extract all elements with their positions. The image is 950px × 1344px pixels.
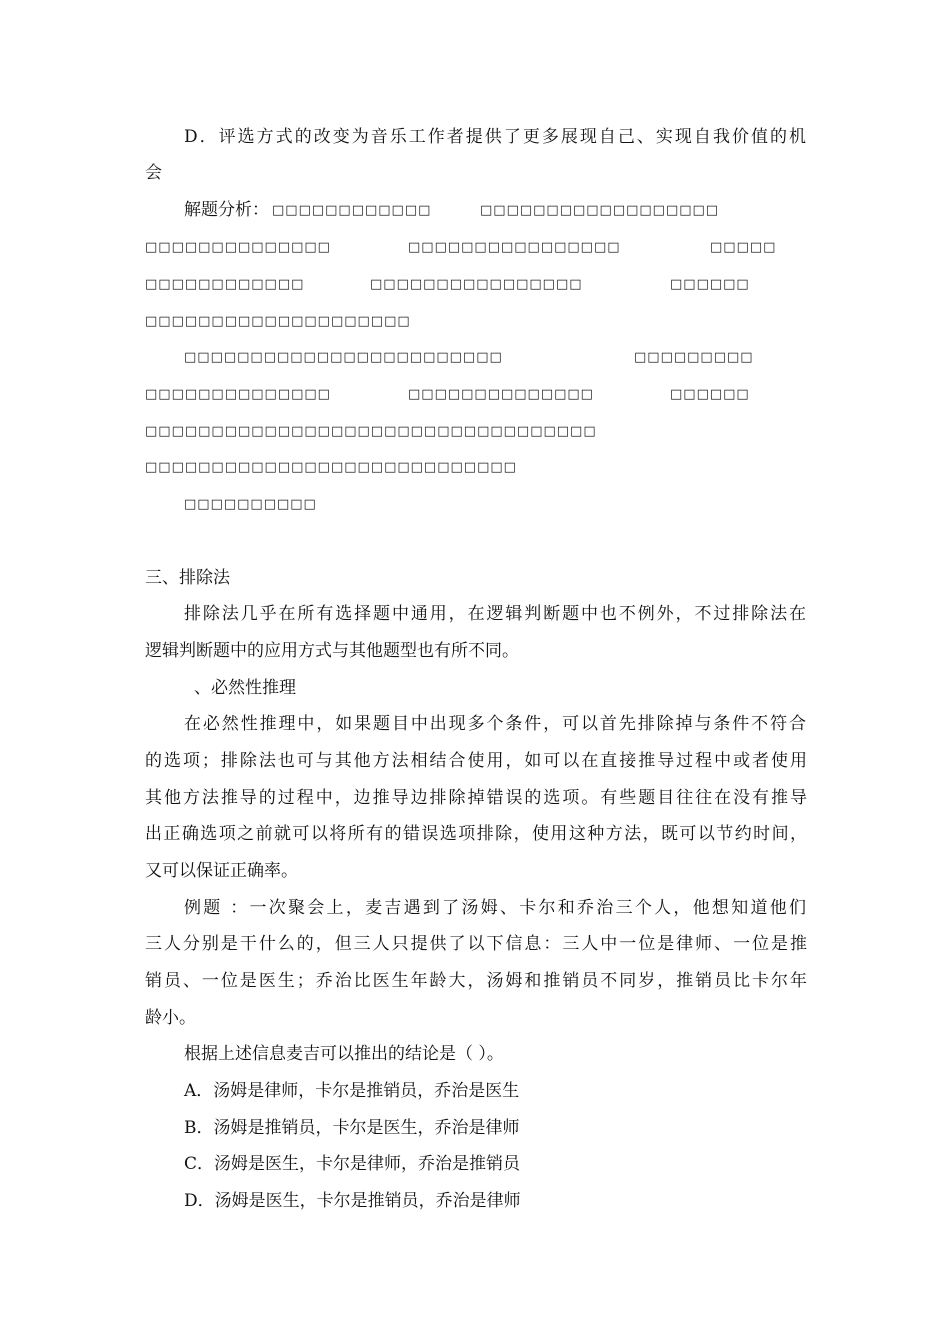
analysis-text: □□□□□□□□□□□□□□□□ bbox=[408, 240, 621, 255]
analysis-text: □□□□□□□□□□□□□□□□□□ bbox=[480, 203, 720, 218]
example-line: 例题 ：一次聚会上，麦吉遇到了汤姆、卡尔和乔治三个人，他想知道他们 bbox=[184, 898, 806, 918]
example-line: 三人分别是干什么的，但三人只提供了以下信息：三人中一位是律师、一位是推 bbox=[145, 934, 807, 954]
example-line: 龄小。 bbox=[145, 1008, 196, 1028]
analysis-text: □□□□□□□□□□ bbox=[184, 497, 317, 512]
paragraph-line: 其他方法推导的过程中，边推导边排除掉错误的选项。有些题目往往在没有推导 bbox=[145, 788, 807, 808]
analysis-text: □□□□□□ bbox=[670, 387, 750, 402]
analysis-text: □□□□□ bbox=[710, 240, 777, 255]
analysis-text: □□□□□□□□□□□□□□ bbox=[145, 240, 331, 255]
option-d-line1: D．评选方式的改变为音乐工作者提供了更多展现自己、实现自我价值的机 bbox=[184, 127, 806, 147]
analysis-label: 解题分析： bbox=[184, 200, 269, 220]
sub-heading: 、必然性推理 bbox=[194, 678, 296, 698]
answer-option-a: A．汤姆是律师，卡尔是推销员，乔治是医生 bbox=[184, 1081, 520, 1101]
option-d-line2: 会 bbox=[145, 163, 162, 183]
analysis-text: □□□□□□□□□□□□□□□□□□□□ bbox=[145, 314, 411, 329]
analysis-text: □□□□□□□□□□□□ bbox=[145, 277, 305, 292]
analysis-text: □□□□□□□□□□□□□□□□□□□□□□□□ bbox=[184, 350, 503, 365]
paragraph-line: 在必然性推理中，如果题目中出现多个条件，可以首先排除掉与条件不符合 bbox=[184, 714, 806, 734]
analysis-text: □□□□□□□□□□□□□□□□ bbox=[370, 277, 583, 292]
paragraph-line: 排除法几乎在所有选择题中通用，在逻辑判断题中也不例外，不过排除法在 bbox=[184, 604, 806, 624]
analysis-text: □□□□□□□□□□□□□□□□□□□□□□□□□□□□ bbox=[145, 460, 517, 475]
paragraph-line: 的选项；排除法也可与其他方法相结合使用，如可以在直接推导过程中或者使用 bbox=[145, 751, 807, 771]
analysis-text: □□□□□□□□□□□□□□ bbox=[408, 387, 594, 402]
question-text: 根据上述信息麦吉可以推出的结论是（ ）。 bbox=[184, 1044, 504, 1064]
analysis-text: □□□□□□□□□□□□□□ bbox=[145, 387, 331, 402]
analysis-text: □□□□□□ bbox=[670, 277, 750, 292]
analysis-text: □□□□□□□□□ bbox=[634, 350, 754, 365]
paragraph-line: 又可以保证正确率。 bbox=[145, 861, 298, 881]
example-line: 销员、一位是医生；乔治比医生年龄大，汤姆和推销员不同岁，推销员比卡尔年 bbox=[145, 971, 807, 991]
answer-option-d: D．汤姆是医生，卡尔是推销员，乔治是律师 bbox=[184, 1191, 521, 1211]
paragraph-line: 逻辑判断题中的应用方式与其他题型也有所不同。 bbox=[145, 641, 519, 661]
answer-option-c: C．汤姆是医生，卡尔是律师，乔治是推销员 bbox=[184, 1154, 521, 1174]
analysis-text: □□□□□□□□□□□□□□□□□□□□□□□□□□□□□□□□□□ bbox=[145, 424, 597, 439]
paragraph-line: 出正确选项之前就可以将所有的错误选项排除，使用这种方法，既可以节约时间， bbox=[145, 824, 807, 844]
analysis-text: □□□□□□□□□□□□ bbox=[272, 203, 432, 218]
answer-option-b: B．汤姆是推销员，卡尔是医生，乔治是律师 bbox=[184, 1118, 520, 1138]
section-heading: 三、排除法 bbox=[145, 568, 230, 588]
